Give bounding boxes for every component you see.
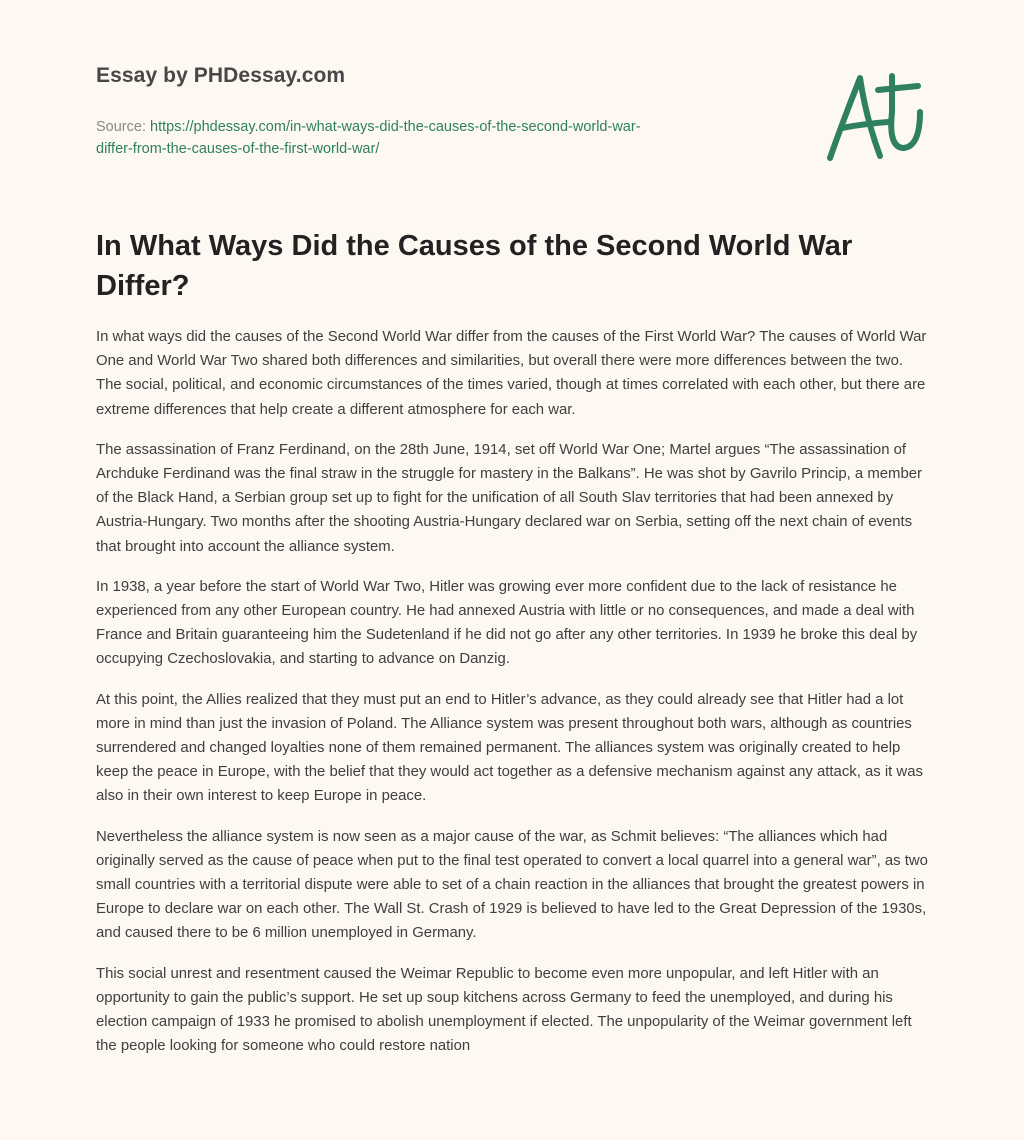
brand-title: Essay by PHDessay.com <box>96 64 346 87</box>
source-line <box>96 116 776 160</box>
essay-paragraph: This social unrest and resentment caused the Weimar Republic to become even more unpopular, and left Hitler with an opportunity to gain the public’s support. He set up soup kitchens across Germany to feed the unemployed, and during his election campaign of 1933 he promised to abolish unemployment if elected. The unpopularity of the Weimar government left the people looking for someone who could restore nation <box>96 965 912 1055</box>
source-label: Source: <box>96 119 146 135</box>
essay-paragraph: Nevertheless the alliance system is now seen as a major cause of the war, as Schmit believes: “The alliances which had originally served as the cause of peace when put to the final test operated to convert a local quarrel into a general war”, as two small countries with a territorial dispute were able to set of a chain reaction in the alliances that brought the greatest powers in Europe to declare war on each other. The Wall St. Crash of 1929 is believed to have led to the Great Depression of the 1930s, and caused there to be 6 million unemployed in Germany. <box>96 828 928 942</box>
header <box>96 64 776 160</box>
source-link-line2: differ-from-the-causes-of-the-first-world-war/ <box>96 141 380 157</box>
source-link[interactable] <box>96 119 641 157</box>
a-plus-logo-icon <box>822 68 932 168</box>
essay-paragraph: At this point, the Allies realized that they must put an end to Hitler’s advance, as they could already see that Hitler had a lot more in mind than just the invasion of Poland. The Alliance system was present throughout both wars, although as countries surrendered and changed loyalties none of them remained permanent. The alliances system was originally created to help keep the peace in Europe, with the belief that they would act together as a defensive mechanism against any attack, as it was also in their own interest to keep Europe in peace. <box>96 691 923 805</box>
essay-body <box>96 325 932 1074</box>
essay-paragraph: In what ways did the causes of the Second World War differ from the causes of the First World War? The causes of World War One and World War Two shared both differences and similarities, but overall there were more differences between the two. The social, political, and economic circumstances of the times varied, though at times correlated with each other, but there are extreme differences that help create a different atmosphere for each war. <box>96 329 927 418</box>
essay-paragraph: In 1938, a year before the start of World War Two, Hitler was growing ever more confident due to the lack of resistance he experienced from any other European country. He had annexed Austria with little or no consequences, and made a deal with France and Britain guaranteeing him the Sudetenland if he did not go after any other territories. In 1939 he broke this deal by occupying Czechoslovakia, and starting to advance on Danzig. <box>96 578 918 668</box>
essay-paragraph: The assassination of Franz Ferdinand, on the 28th June, 1914, set off World War One; Martel argues “The assassination of Archduke Ferdinand was the final straw in the struggle for mastery in the Balkans”. He was shot by Gavrilo Princip, a member of the Black Hand, a Serbian group set up to fight for the unification of all South Slav territories that had been annexed by Austria-Hungary. Two months after the shooting Austria-Hungary declared war on Serbia, setting off the next chain of events that brought into account the alliance system. <box>96 441 922 555</box>
source-link-line1: https://phdessay.com/in-what-ways-did-the-causes-of-the-second-world-war- <box>150 119 641 135</box>
essay-title: In What Ways Did the Causes of the Second World War Differ? <box>96 230 853 302</box>
